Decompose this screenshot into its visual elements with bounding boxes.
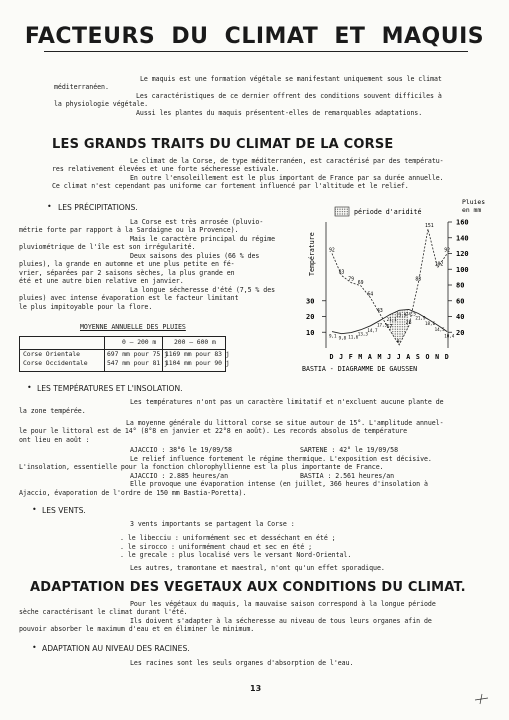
y-right-tick-label: 60 bbox=[456, 297, 465, 306]
temperature-data-label: 11,6 bbox=[348, 334, 359, 340]
subsection-heading: LES VENTS. bbox=[42, 506, 86, 515]
rainfall-data-label: 83 bbox=[338, 270, 345, 276]
x-tick-label: S bbox=[415, 353, 420, 361]
paragraph-line: la zone tempérée. bbox=[19, 407, 86, 415]
bullet-icon: • bbox=[32, 643, 37, 652]
x-tick-label: J bbox=[396, 353, 401, 361]
intro-line: Le maquis est une formation végétale se manifestant uniquement sous le climat bbox=[140, 75, 442, 83]
paragraph-line: métrie forte par rapport à la Sardaigne ou la Provence). bbox=[19, 226, 239, 234]
subsection-heading: LES TEMPÉRATURES ET L'INSOLATION. bbox=[37, 384, 183, 393]
x-tick-label: D bbox=[444, 353, 449, 361]
bullet-icon: • bbox=[47, 202, 52, 211]
paragraph-line: pluies), la grande en automne et une plus petite en fé- bbox=[19, 260, 235, 268]
y-right-tick-label: 40 bbox=[456, 313, 465, 321]
record-value: SARTENE : 42° le 19/09/58 bbox=[300, 446, 398, 454]
paragraph-line: 3 vents importants se partagent la Corse : bbox=[130, 520, 295, 528]
list-item: . le libecciu : uniformément sec et desséchant en été ; bbox=[120, 534, 336, 542]
paragraph-line: Pour les végétaux du maquis, la mauvaise saison correspond à la longue période bbox=[130, 600, 436, 608]
temperature-data-label: 14,5 bbox=[434, 327, 445, 333]
y-left-tick-label: 20 bbox=[306, 313, 315, 321]
rainfall-data-label: 92 bbox=[444, 248, 450, 254]
list-item: . le grecale : plus localisé vers le versant Nord-Oriental. bbox=[120, 551, 352, 559]
legend-label: période d'aridité bbox=[354, 208, 422, 216]
temperature-data-label: 17,5 bbox=[377, 322, 388, 328]
section-heading: ADAPTATION DES VEGETAUX AUX CONDITIONS DU CLIMAT. bbox=[30, 580, 466, 595]
temperature-data-label: 14,7 bbox=[367, 327, 378, 333]
x-tick-label: O bbox=[425, 353, 430, 361]
x-tick-label: J bbox=[387, 353, 392, 361]
paragraph-line: pluies) avec intense évaporation est le facteur limitant bbox=[19, 294, 239, 302]
record-value: BASTIA : 2.561 heures/an bbox=[300, 472, 395, 480]
y-right-label: Pluies bbox=[462, 198, 486, 206]
temperature-data-label: 21,1 bbox=[386, 316, 397, 322]
chart-caption: BASTIA - DIAGRAMME DE GAUSSEN bbox=[302, 365, 418, 373]
paragraph-line: En outre l'ensoleillement est le plus important de France par sa durée annuelle. bbox=[130, 174, 444, 182]
table-header: 0 — 200 m bbox=[122, 338, 157, 346]
y-left-tick-label: 30 bbox=[306, 297, 315, 306]
rainfall-data-label: 92 bbox=[329, 248, 335, 254]
x-tick-label: A bbox=[406, 353, 411, 361]
y-right-label: en mm bbox=[462, 206, 482, 214]
x-tick-label: A bbox=[367, 353, 372, 361]
rainfall-data-label: 43 bbox=[377, 309, 383, 315]
page-number: 13 bbox=[250, 684, 262, 693]
y-right-tick-label: 160 bbox=[456, 218, 469, 227]
temperature-data-label: 18,6 bbox=[425, 321, 436, 327]
table-header: 200 — 600 m bbox=[174, 338, 216, 346]
record-value: AJACCIO : 2.885 heures/an bbox=[130, 472, 228, 480]
pen-mark-icon bbox=[474, 693, 490, 705]
x-tick-label: N bbox=[435, 353, 440, 361]
temperature-data-label: 9,1 bbox=[329, 333, 337, 339]
gaussen-diagram bbox=[298, 196, 488, 374]
intro-line: Aussi les plantes du maquis présentent-elles de remarquables adaptations. bbox=[136, 109, 423, 117]
intro-line: Les caractéristiques de ce dernier offrent des conditions souvent difficiles à bbox=[136, 92, 442, 100]
table-cell: 1169 mm pour 83 j bbox=[165, 350, 230, 358]
paragraph-line: Mais le caractère principal du régime bbox=[130, 235, 276, 243]
paragraph-line: Deux saisons des pluies (66 % des bbox=[130, 252, 260, 260]
temperature-data-label: 13,3 bbox=[357, 331, 368, 337]
subsection-heading: LES PRÉCIPITATIONS. bbox=[58, 203, 138, 212]
paragraph-line: le plus impitoyable pour la flore. bbox=[19, 303, 153, 311]
paragraph-line: Le climat de la Corse, de type méditerranéen, est caractérisé par des températu- bbox=[130, 157, 444, 165]
table-cell: Corse Occidentale bbox=[23, 359, 88, 367]
paragraph-line: Elle provoque une évaporation intense (en juillet, 366 heures d'insolation à bbox=[130, 480, 428, 488]
intro-line: méditerranéen. bbox=[54, 83, 109, 91]
temperature-data-label: 9,8 bbox=[338, 335, 347, 341]
table-cell: 697 mm pour 75 j bbox=[107, 350, 168, 358]
paragraph-line: Ce climat n'est cependant pas uniforme car fortement influencé par l'altitude et le relief. bbox=[52, 182, 409, 190]
paragraph-line: res relativement élevées et une forte sécheresse estivale. bbox=[52, 165, 280, 173]
rainfall-data-label: 4 bbox=[396, 339, 400, 345]
rainfall-data-label: 69 bbox=[357, 280, 364, 286]
temperature-data-label: 23,9 bbox=[396, 312, 407, 318]
x-tick-label: J bbox=[339, 353, 344, 361]
bullet-icon: • bbox=[32, 505, 37, 514]
title-underline bbox=[44, 51, 468, 52]
intro-line: la physiologie végétale. bbox=[54, 100, 149, 108]
paragraph-line: pouvoir absorber le maximum d'eau et en éliminer le minimum. bbox=[19, 625, 255, 633]
paragraph-line: sèche caractérisant le climat durant l'été. bbox=[19, 608, 188, 616]
paragraph-line: Le relief influence fortement le régime thermique. L'exposition est décisive. bbox=[130, 455, 432, 463]
table-divider bbox=[104, 337, 105, 371]
paragraph-line: ont lieu en août : bbox=[19, 436, 90, 444]
x-tick-label: F bbox=[348, 353, 353, 361]
table-caption: MOYENNE ANNUELLE DES PLUIES bbox=[80, 323, 186, 331]
list-item: . le sirocco : uniformément chaud et sec en été ; bbox=[120, 543, 313, 551]
paragraph-line: La longue sécheresse d'été (7,5 % des bbox=[130, 286, 276, 294]
table-cell: 547 mm pour 81 j bbox=[107, 359, 168, 367]
rainfall-data-label: 79 bbox=[348, 277, 354, 283]
paragraph-line: été et une autre bien relative en janvier. bbox=[19, 277, 184, 285]
x-tick-label: M bbox=[358, 353, 363, 361]
rainfall-data-label: 151 bbox=[425, 224, 434, 230]
y-right-tick-label: 100 bbox=[456, 265, 469, 274]
paragraph-line: Les températures n'ont pas un caractère limitatif et n'excluent aucune plante de bbox=[130, 398, 444, 406]
record-value: AJACCIO : 38°6 le 19/09/58 bbox=[130, 446, 232, 454]
table-cell: 1104 mm pour 90 j bbox=[165, 359, 230, 367]
section-heading: LES GRANDS TRAITS DU CLIMAT DE LA CORSE bbox=[52, 137, 394, 152]
paragraph-line: Les autres, tramontane et maestral, n'ont qu'un effet sporadique. bbox=[130, 564, 385, 572]
paragraph-line: L'insolation, essentielle pour la fonction chlorophyllienne est la plus importante de France. bbox=[19, 463, 384, 471]
paragraph-line: La moyenne générale du littoral corse se situe autour de 15°. L'amplitude annuel- bbox=[126, 419, 444, 427]
rainfall-data-label: 102 bbox=[434, 262, 444, 268]
rainfall-data-label: 28 bbox=[405, 320, 412, 326]
paragraph-line: le pour le littoral est de 14° (8°8 en janvier et 22°8 en août). Les records absolus de température bbox=[19, 427, 408, 435]
y-right-tick-label: 20 bbox=[456, 328, 465, 337]
rainfall-data-label: 83 bbox=[415, 277, 422, 283]
subsection-heading: ADAPTATION AU NIVEAU DES RACINES. bbox=[42, 644, 190, 653]
y-right-tick-label: 120 bbox=[456, 250, 469, 258]
y-left-tick-label: 10 bbox=[306, 328, 315, 337]
paragraph-line: Ils doivent s'adapter à la sécheresse au niveau de tous leurs organes afin de bbox=[130, 617, 432, 625]
x-tick-label: M bbox=[377, 353, 382, 361]
y-right-tick-label: 80 bbox=[456, 281, 465, 290]
page-title: FACTEURS DU CLIMAT ET MAQUIS bbox=[24, 24, 485, 49]
paragraph-line: La Corse est très arrosée (pluvio- bbox=[130, 218, 264, 226]
paragraph-line: Ajaccio, évaporation de l'ordre de 150 mm Bastia-Poretta). bbox=[19, 489, 247, 497]
y-left-label: Température bbox=[308, 232, 316, 276]
bullet-icon: • bbox=[27, 383, 32, 392]
aridity-legend-swatch bbox=[335, 207, 349, 216]
temperature-data-label: 24,5 bbox=[405, 311, 416, 317]
paragraph-line: vrier, séparées par 2 saisons sèches, la plus grande en bbox=[19, 269, 235, 277]
paragraph-line: Les racines sont les seuls organes d'absorption de l'eau. bbox=[130, 659, 354, 667]
rainfall-table bbox=[19, 336, 230, 372]
table-cell: Corse Orientale bbox=[23, 350, 80, 358]
x-tick-label: D bbox=[329, 353, 334, 361]
temperature-data-label: 10,4 bbox=[444, 333, 455, 339]
rainfall-data-label: 64 bbox=[367, 292, 374, 298]
y-right-tick-label: 140 bbox=[456, 234, 469, 243]
temperature-data-label: 21,9 bbox=[415, 315, 426, 321]
rainfall-data-label: 57 bbox=[386, 324, 393, 330]
paragraph-line: pluviométrique de l'île est son irrégularité. bbox=[19, 243, 196, 251]
